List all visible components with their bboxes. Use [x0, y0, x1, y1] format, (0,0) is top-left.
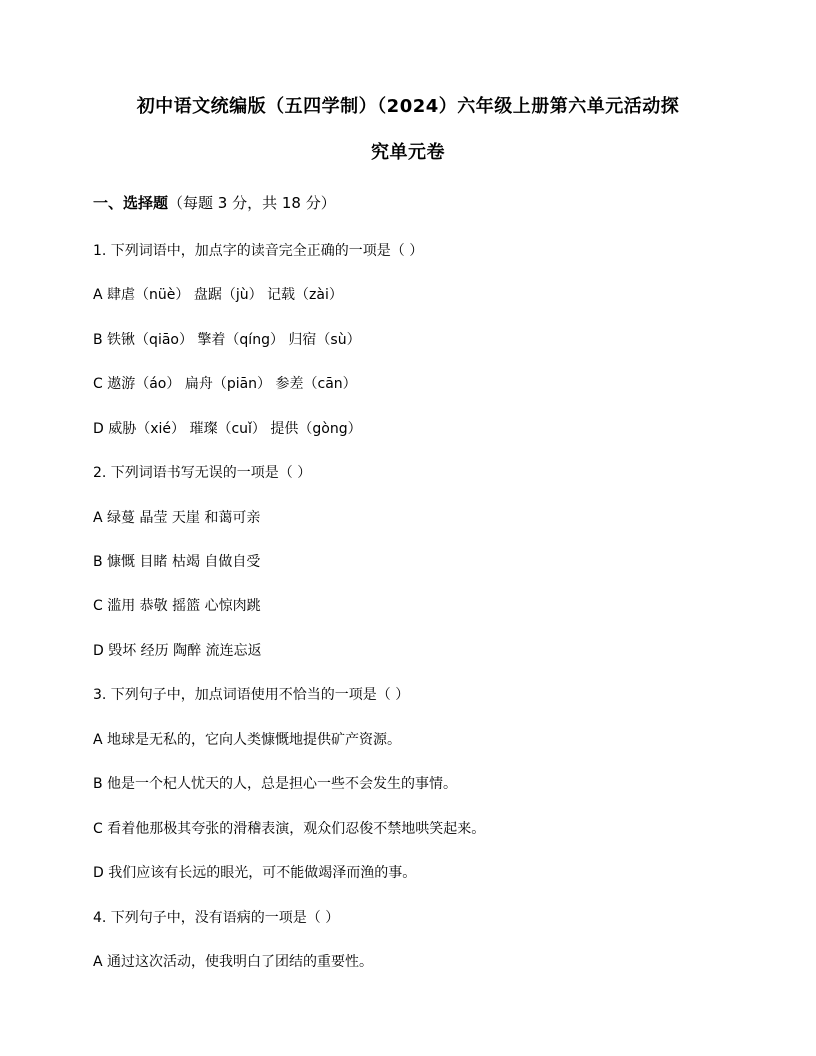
question-2-option-d: D 毁坏 经历 陶醉 流连忘返 [93, 643, 262, 659]
section-heading [93, 192, 336, 214]
question-1-option-d: D 威胁（xié） 璀璨（cuǐ） 提供（gòng） [93, 421, 362, 437]
question-4-stem: 4. 下列句子中，没有语病的一项是（ ） [93, 910, 340, 926]
question-3-stem: 3. 下列句子中，加点词语使用不恰当的一项是（ ） [93, 687, 410, 703]
section-heading-note: （每题 3 分，共 18 分） [168, 194, 336, 212]
question-1-option-a: A 肆虐（nüè） 盘踞（jù） 记载（zài） [93, 287, 343, 303]
question-3-option-c: C 看着他那极其夸张的滑稽表演，观众们忍俊不禁地哄笑起来。 [93, 821, 486, 837]
question-4-option-a: A 通过这次活动，使我明白了团结的重要性。 [93, 954, 374, 970]
question-2-stem: 2. 下列词语书写无误的一项是（ ） [93, 465, 312, 481]
question-2-option-b: B 慷慨 目睹 枯竭 自做自受 [93, 554, 261, 570]
question-3-option-b: B 他是一个杞人忧天的人，总是担心一些不会发生的事情。 [93, 776, 458, 792]
question-3-option-d: D 我们应该有长远的眼光，可不能做竭泽而渔的事。 [93, 865, 417, 881]
question-1-option-b: B 铁锹（qiāo） 擎着（qíng） 归宿（sù） [93, 332, 361, 348]
section-heading-title: 一、选择题 [93, 194, 169, 212]
question-1-stem: 1. 下列词语中，加点字的读音完全正确的一项是（ ） [93, 243, 424, 259]
question-2-option-c: C 滥用 恭敬 摇篮 心惊肉跳 [93, 598, 261, 614]
document-title-line-1: 初中语文统编版（五四学制）（2024）六年级上册第六单元活动探 [136, 96, 680, 117]
question-3-option-a: A 地球是无私的，它向人类慷慨地提供矿产资源。 [93, 732, 402, 748]
document-title-line-2: 究单元卷 [371, 142, 445, 163]
question-1-option-c: C 遨游（áo） 扁舟（piān） 参差（cān） [93, 376, 357, 392]
question-2-option-a: A 绿蔓 晶莹 天崖 和蔼可亲 [93, 510, 261, 526]
